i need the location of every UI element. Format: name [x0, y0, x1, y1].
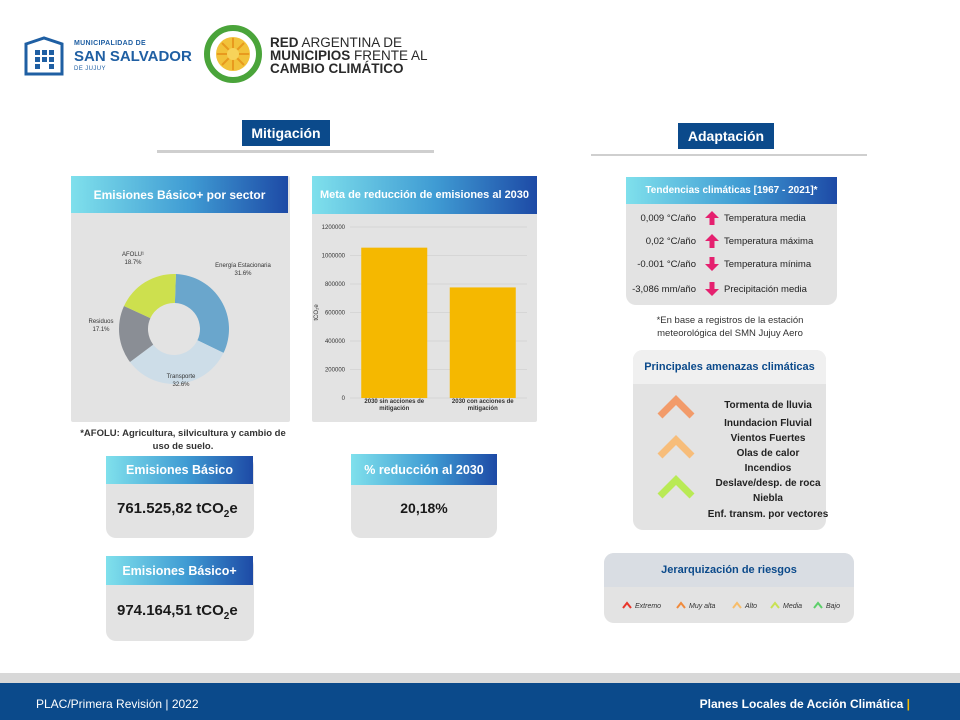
y-tick-label: 600000: [324, 310, 345, 317]
reduccion-value: 20,18%: [400, 500, 448, 516]
threat-item: Vientos Fuertes: [730, 433, 806, 444]
chevron-medium-icon: [660, 480, 692, 496]
trend-row: [626, 208, 836, 228]
y-tick-label: 800000: [324, 282, 345, 288]
arrow-down-icon: [704, 256, 720, 272]
risk-level-label: Extremo: [635, 603, 662, 610]
risk-level-item: [732, 601, 757, 610]
bar: [361, 248, 427, 398]
threats-title: Principales amenazas climáticas: [633, 350, 826, 384]
trend-row: [626, 279, 836, 299]
donut-percent-label: 18.7%: [124, 260, 142, 266]
threat-item: Olas de calor: [736, 448, 800, 459]
municipality-logo: [22, 36, 192, 80]
footer-stripe: [0, 673, 960, 683]
emisiones-basico-plus-title: Emisiones Básico+: [106, 556, 253, 585]
chevron-extreme-icon: [660, 400, 692, 416]
x-category-label: mitigación: [379, 406, 410, 412]
y-tick-label: 0: [341, 396, 345, 402]
sector-emissions-title: Emisiones Básico+ por sector: [71, 176, 288, 213]
trend-value: -0.001 °C/año: [637, 259, 696, 270]
risk-level-item: [676, 601, 715, 610]
risk-chevron-icon: [813, 601, 823, 609]
reduction-target-title: Meta de reducción de emisiones al 2030: [312, 176, 537, 214]
donut-category-label: Energía Estacionaria: [215, 263, 271, 269]
y-axis-label: tCO₂e: [314, 304, 320, 321]
donut-percent-label: 32.6%: [172, 382, 190, 388]
trend-value: 0,02 °C/año: [645, 236, 696, 247]
risk-chevron-icon: [770, 601, 780, 609]
x-category-label: 2030 sin acciones de: [364, 399, 425, 405]
emisiones-basico-plus-value: 974.164,51 tCO$_2$e: [117, 602, 238, 622]
footer-left-text: PLAC/Primera Revisión | 2022: [36, 697, 199, 711]
emisiones-basico-value: 761.525,82 tCO$_2$e: [117, 500, 238, 520]
chevron-high-icon: [660, 440, 692, 456]
y-tick-label: 1200000: [321, 225, 345, 231]
risk-level-label: Bajo: [826, 603, 841, 610]
risk-chevron-icon: [622, 601, 632, 609]
donut-category-label: Residuos: [88, 319, 114, 325]
risk-level-label: Muy alta: [689, 603, 716, 610]
red-argentina-name: RED ARGENTINA DE MUNICIPIOS FRENTE AL CAMBIO CLIMÁTICO: [270, 35, 428, 76]
sector-donut-chart: [71, 213, 290, 421]
risk-level-label: Alto: [745, 603, 758, 610]
trend-label: Temperatura media: [724, 213, 806, 224]
y-tick-label: 200000: [324, 367, 345, 374]
footer-right-text: Planes Locales de Acción Climática |: [699, 697, 910, 711]
risk-level-item: [770, 601, 802, 610]
trend-row: [626, 254, 836, 274]
y-tick-label: 1000000: [321, 253, 345, 260]
footer-bar: [0, 683, 960, 720]
threat-item: Inundacion Fluvial: [724, 418, 812, 429]
trends-title: Tendencias climáticas [1967 - 2021]*: [626, 177, 837, 204]
trend-value: -3,086 mm/año: [632, 284, 696, 295]
donut-category-label: AFOLU¹: [121, 252, 145, 258]
muni-name-line3: DE JUJUY: [74, 66, 106, 72]
risk-level-item: [622, 601, 661, 610]
threat-item: Incendios: [744, 463, 792, 474]
mitigacion-divider: [157, 150, 434, 153]
risk-level-label: Media: [783, 603, 803, 610]
arrow-down-icon: [704, 281, 720, 297]
muni-name-line2: SAN SALVADOR: [74, 48, 192, 65]
risk-ranking-title: Jerarquización de riesgos: [604, 553, 854, 587]
adaptacion-title: Adaptación: [678, 123, 774, 149]
x-category-label: mitigación: [467, 406, 498, 412]
sun-emblem-icon: [202, 24, 264, 84]
trend-label: Precipitación media: [724, 284, 807, 295]
trend-value: 0,009 °C/año: [640, 213, 696, 224]
muni-name-line1: MUNICIPALIDAD DE: [74, 40, 146, 47]
threat-item: Deslave/desp. de roca: [715, 478, 821, 489]
x-category-label: 2030 con acciones de: [451, 399, 514, 405]
bar: [450, 287, 516, 398]
trend-row: [626, 231, 836, 251]
y-tick-label: 400000: [324, 339, 345, 345]
arrow-up-icon: [704, 233, 720, 249]
reduction-bar-chart: [312, 214, 537, 422]
afolu-note: *AFOLU: Agricultura, silvicultura y cambio de uso de suelo.: [80, 428, 286, 452]
donut-percent-label: 31.6%: [234, 271, 252, 277]
donut-category-label: Transporte: [166, 374, 196, 380]
trend-label: Temperatura máxima: [724, 236, 814, 247]
trends-source-note: *En base a registros de la estación meteorológica del SMN Jujuy Aero: [656, 315, 804, 339]
mitigacion-title: Mitigación: [242, 120, 330, 146]
risk-level-item: [813, 601, 840, 610]
threat-level-chevrons: [656, 394, 696, 504]
emisiones-basico-title: Emisiones Básico: [106, 456, 253, 484]
threat-item: Tormenta de lluvia: [724, 400, 812, 411]
donut-percent-label: 17.1%: [92, 327, 110, 333]
threat-item: Niebla: [752, 493, 783, 504]
arrow-up-icon: [704, 210, 720, 226]
slice-energia: [175, 274, 229, 353]
adaptacion-divider: [591, 154, 867, 156]
trend-label: Temperatura mínima: [724, 259, 812, 270]
threat-item: Enf. transm. por vectores: [707, 509, 829, 520]
red-argentina-logo: [202, 24, 432, 84]
risk-chevron-icon: [732, 601, 742, 609]
municipality-emblem-icon: [22, 36, 66, 76]
risk-chevron-icon: [676, 601, 686, 609]
reduccion-title: % reducción al 2030: [351, 454, 497, 485]
